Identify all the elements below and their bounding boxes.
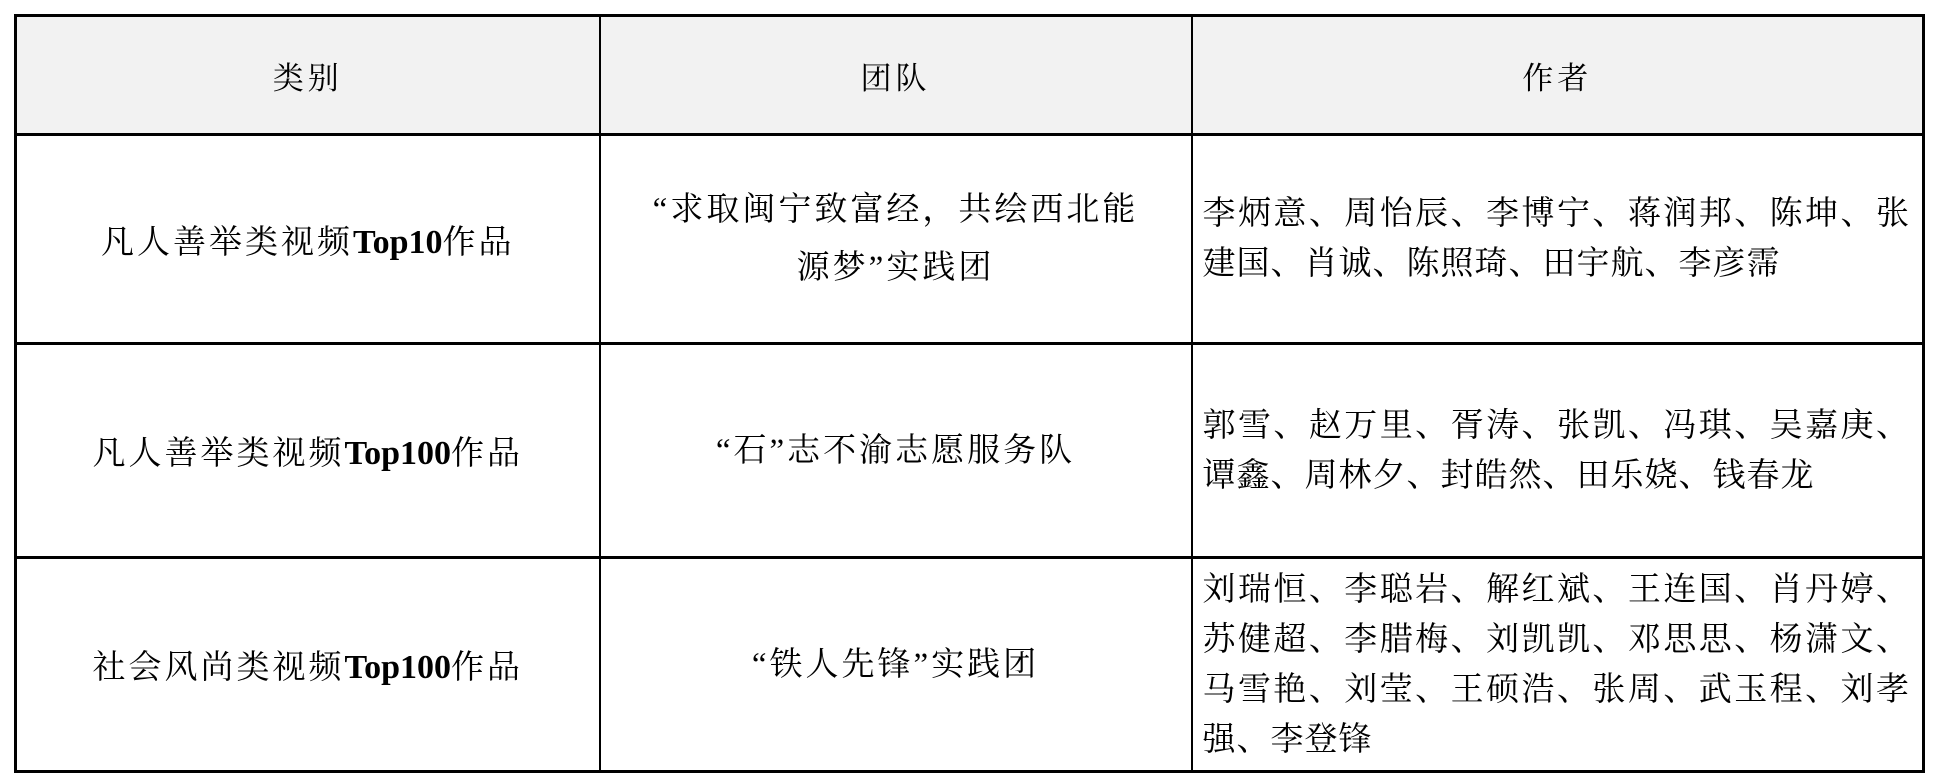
header-cell-category [16,16,600,135]
header-cell-authors [1192,16,1924,135]
category-cell [16,344,600,558]
category-text: 凡人善举类视频 [92,436,345,472]
category-suffix: 作品 [450,650,523,686]
header-label-team: 团队 [860,60,931,96]
table-row [16,135,1924,344]
authors-list: 刘瑞恒、李聪岩、解红斌、王连国、肖丹婷、苏健超、李腊梅、刘凯凯、邓思思、杨潇文、马雪艳、刘莹、王硕浩、张周、武玉程、刘孝强、李登锋 [1202,571,1910,758]
awards-table [14,14,1925,773]
category-text: 社会风尚类视频 [92,650,345,686]
team-name: “求取闽宁致富经，共绘西北能源梦”实践团 [652,192,1139,286]
category-top-label: Top10 [353,223,443,261]
header-cell-team [600,16,1192,135]
category-cell [16,135,600,344]
category-cell [16,558,600,772]
team-cell [600,344,1192,558]
authors-cell [1192,558,1924,772]
authors-list: 李炳意、周怡辰、李博宁、蒋润邦、陈坤、张建国、肖诚、陈照琦、田宇航、李彦霈 [1202,196,1910,282]
header-label-authors: 作者 [1522,60,1593,96]
authors-cell [1192,135,1924,344]
category-top-label: Top100 [344,649,451,686]
team-name: “石”志不渝志愿服务队 [715,432,1076,469]
category-suffix: 作品 [450,436,523,472]
authors-list: 郭雪、赵万里、胥涛、张凯、冯琪、吴嘉庚、谭鑫、周林夕、封皓然、田乐娆、钱春龙 [1202,407,1910,494]
authors-cell [1192,344,1924,558]
team-cell [600,135,1192,344]
category-top-label: Top100 [344,435,451,472]
header-label-category: 类别 [272,60,343,96]
team-cell [600,558,1192,772]
team-name: “铁人先锋”实践团 [751,646,1040,683]
category-text: 凡人善举类视频 [101,224,354,261]
table-row [16,558,1924,772]
table-row [16,344,1924,558]
category-suffix: 作品 [442,224,515,261]
table-header-row [16,16,1924,135]
